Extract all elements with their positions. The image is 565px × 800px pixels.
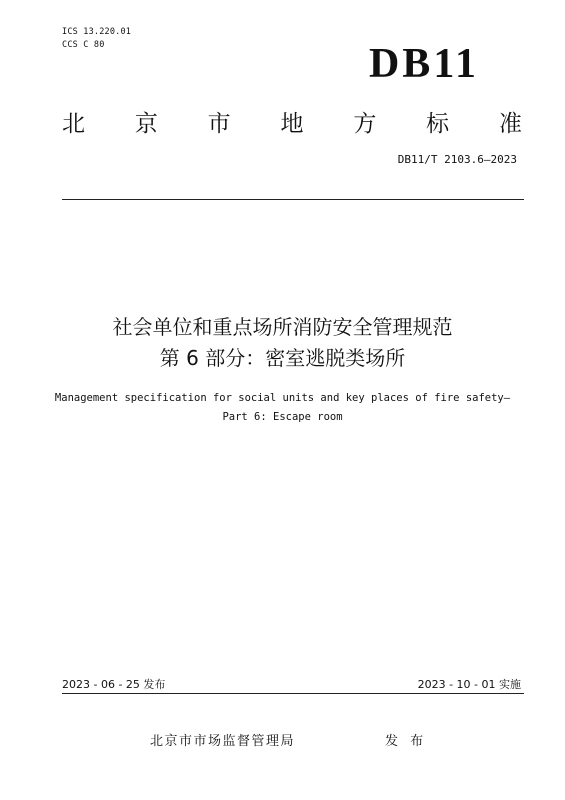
- ccs-code: CCS C 80: [62, 40, 105, 50]
- standard-type-char: 准: [498, 111, 522, 137]
- publish-label: 发 布: [385, 734, 428, 749]
- standard-type: [62, 105, 522, 138]
- title-en-line1: Management specification for social units and key places of fire safety—: [54, 392, 511, 404]
- footer-divider: [62, 693, 524, 694]
- standard-number: DB11/T 2103.6—2023: [397, 153, 517, 166]
- standard-type-char: 标: [426, 111, 450, 137]
- standard-type-char: 市: [207, 111, 231, 137]
- ics-code: ICS 13.220.01: [62, 27, 132, 37]
- issue-date: 2023 - 06 - 25 发布: [62, 678, 166, 691]
- standard-type-char: 地: [280, 111, 304, 137]
- header-divider: [62, 199, 524, 200]
- title-cn-line2: 第 6 部分：密室逃脱类场所: [159, 346, 406, 370]
- standard-type-char: 北: [62, 111, 85, 137]
- standard-type-char: 京: [134, 111, 158, 137]
- standard-type-char: 方: [353, 111, 377, 137]
- title-cn-line1: 社会单位和重点场所消防安全管理规范: [112, 315, 453, 339]
- implementation-date: 2023 - 10 - 01 实施: [417, 678, 521, 691]
- title-en-line2: Part 6: Escape room: [222, 411, 343, 423]
- standard-logo: DB11: [368, 41, 479, 87]
- publisher: 北京市市场监督管理局: [150, 734, 296, 749]
